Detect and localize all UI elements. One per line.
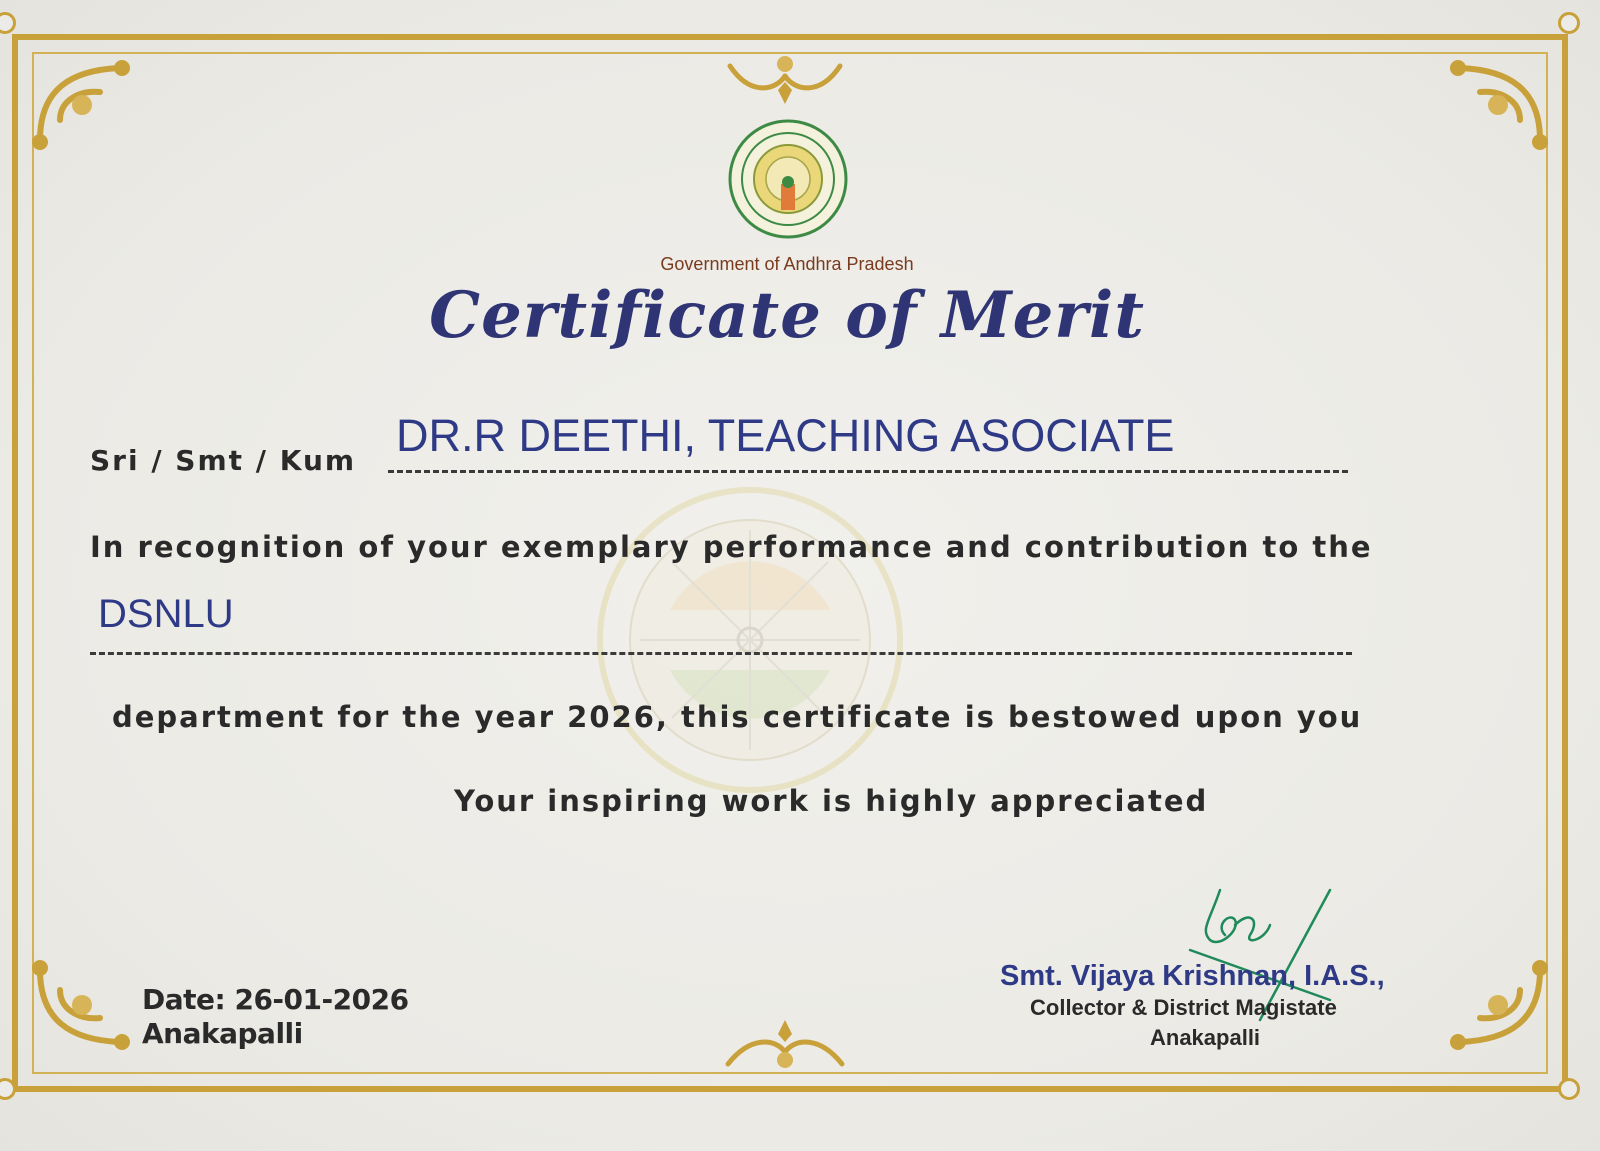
recognition-text: In recognition of your exemplary performance and contribution to the: [90, 530, 1373, 564]
department-name: DSNLU: [98, 592, 234, 636]
corner-ornament-bottom-right-icon: [1440, 960, 1550, 1060]
recipient-name: DR.R DEETHI, TEACHING ASOCIATE: [396, 410, 1175, 461]
bottom-center-ornament-icon: [720, 1016, 850, 1074]
corner-ornament-top-left-icon: [30, 50, 140, 150]
signatory-place: Anakapalli: [1150, 1025, 1261, 1050]
certificate-title: Certificate of Merit: [429, 278, 1145, 353]
place-text: Anakapalli: [142, 1017, 303, 1050]
corner-ring-bottom-right: [1558, 1078, 1580, 1100]
department-line: [90, 652, 1352, 655]
signatory-designation: Collector & District Magistate: [1030, 995, 1337, 1020]
recipient-name-line: [388, 470, 1348, 473]
corner-ornament-top-right-icon: [1440, 50, 1550, 150]
corner-ornament-bottom-left-icon: [30, 960, 140, 1060]
signatory-name: Smt. Vijaya Krishnan, I.A.S.,: [1000, 960, 1385, 992]
top-center-ornament-icon: [720, 46, 850, 108]
bestowed-text: department for the year 2026, this certificate is bestowed upon you: [112, 700, 1363, 734]
government-label: Government of Andhra Pradesh: [660, 254, 914, 274]
ashoka-chakra-watermark-icon: [560, 470, 960, 810]
andhra-pradesh-emblem-icon: [727, 114, 849, 244]
date-text: Date: 26-01-2026: [142, 983, 409, 1016]
salutation-label: Sri / Smt / Kum: [90, 444, 357, 477]
appreciation-text: Your inspiring work is highly appreciated: [454, 784, 1209, 818]
corner-ring-top-right: [1558, 12, 1580, 34]
